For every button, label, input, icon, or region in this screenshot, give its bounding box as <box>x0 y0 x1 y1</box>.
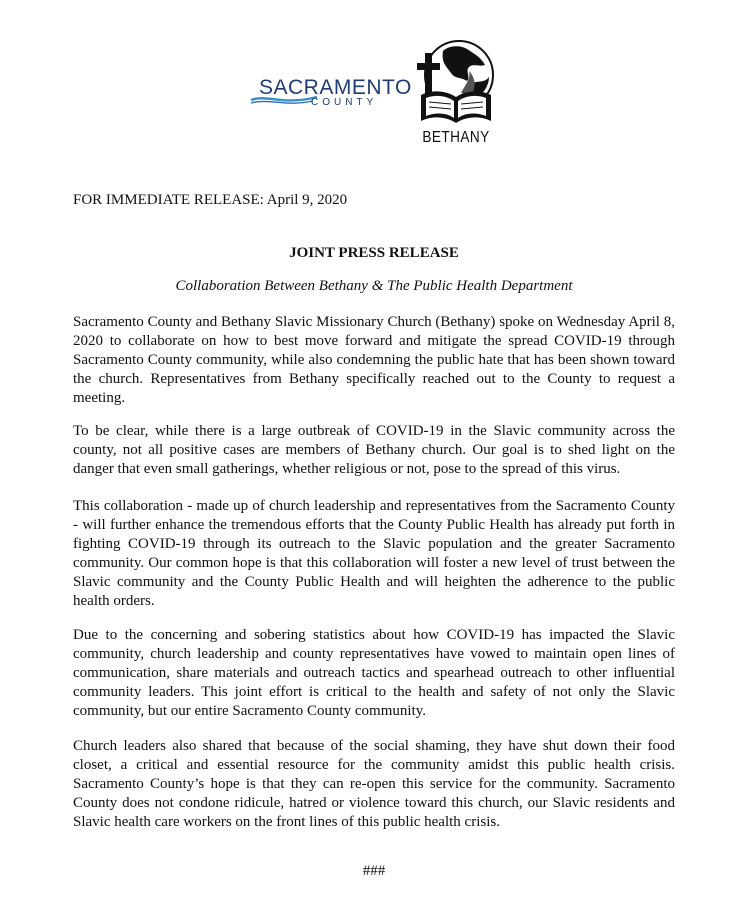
sacramento-county-logo <box>249 76 412 116</box>
subtitle: Collaboration Between Bethany & The Public Health Department <box>175 278 573 294</box>
page-title: JOINT PRESS RELEASE <box>289 245 459 261</box>
end-mark: ### <box>362 863 386 879</box>
bethany-logo <box>415 37 497 152</box>
release-date-line: FOR IMMEDIATE RELEASE: April 9, 2020 <box>73 192 348 208</box>
paragraph-2: To be clear, while there is a large outbreak of COVID-19 in the Slavic community across the county, not all positive cases are members of Bethany church. Our goal is to shed light on the danger that even small gatherings, whether religious or not, pose to the spread of this virus. <box>73 423 675 477</box>
paragraph-4: Due to the concerning and sobering statistics about how COVID-19 has impacted the Slavic community, church leadership and county representatives have vowed to maintain open lines of communication, share materials and outreach tactics and spearhead outreach to other influential community leaders. This joint effort is critical to the health and safety of not only the Slavic community, but our entire Sacramento County community. <box>73 627 675 719</box>
bethany-logo-name: BETHANY <box>422 129 490 146</box>
globe-bible-cross-icon <box>415 37 497 129</box>
paragraph-5: Church leaders also shared that because of the social shaming, they have shut down their food closet, a critical and essential resource for the community amidst this public health crisis. Sacramento County’s hope is that they can re-open this service for the community. Sacramento County does not condone ridicule, hatred or violence toward this church, our Slavic residents and Slavic health care workers on the front lines of this public health crisis. <box>73 738 675 830</box>
paragraph-1: Sacramento County and Bethany Slavic Missionary Church (Bethany) spoke on Wednesday April 8, 2020 to collaborate on how to best move forward and mitigate the spread COVID-19 through Sacramento County community, while also condemning the public hate that has been shown toward the church. Representatives from Bethany specifically reached out to the County to request a meeting. <box>73 314 675 406</box>
county-logo-name: SACRAMENTO <box>259 76 412 99</box>
paragraph-3: This collaboration - made up of church leadership and representatives from the Sacramento County - will further enhance the tremendous efforts that the County Public Health has already put forth in fighting COVID-19 through its outreach to the Slavic population and the greater Sacramento community. Our common hope is that this collaboration will foster a new level of trust between the Slavic community and the County Public Health and will heighten the adherence to the public health orders. <box>73 498 675 609</box>
county-logo-sub: COUNTY <box>311 97 378 108</box>
